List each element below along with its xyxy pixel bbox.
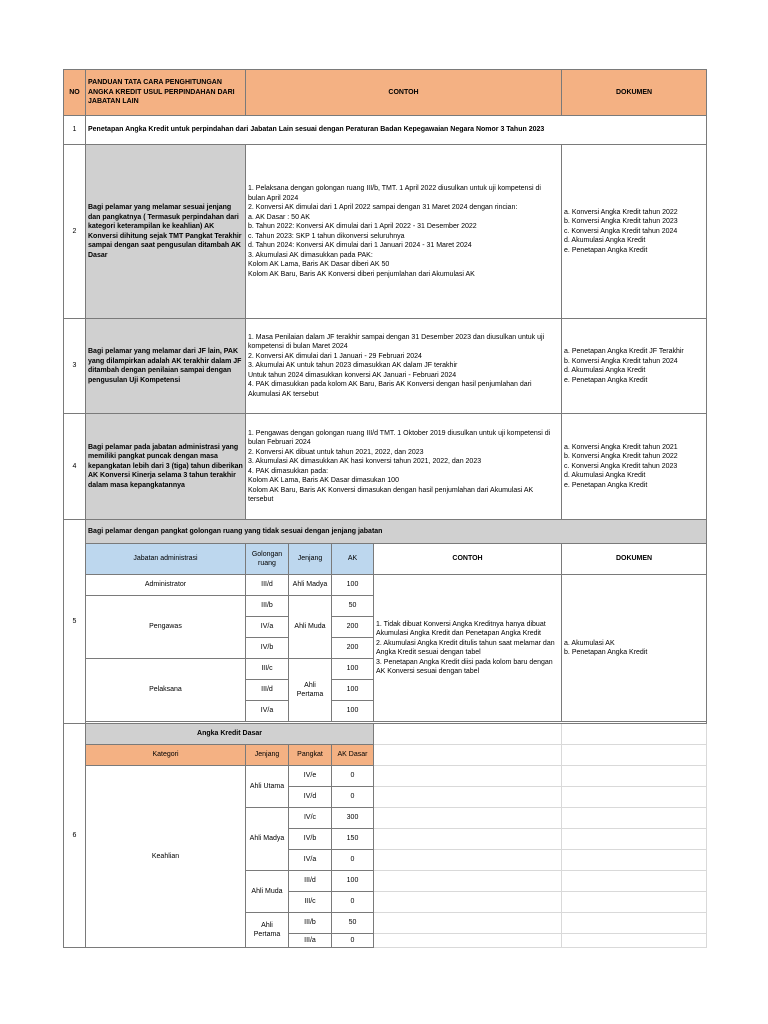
row-text: Penetapan Angka Kredit untuk perpindahan dari Jabatan Lain sesuai dengan Peraturan Badan Kepegawaian Negara Nomor 3 Tahun 2023 — [86, 116, 707, 145]
kategori-keahlian: Keahlian — [86, 766, 246, 948]
col-jenjang: Jenjang — [246, 745, 289, 766]
jenjang-cell: Ahli Muda — [289, 596, 332, 659]
row-panduan: Bagi pelamar pada jabatan administrasi yang memiliki pangkat puncak dengan masa kepangkatan lebih dari 3 (tiga) tahun diberikan AK Konversi Kinerja selama 3 tahun terakhir dalam masa kepangkatannya — [86, 414, 246, 520]
jabatan-pengawas: Pengawas — [86, 596, 246, 659]
empty-cell — [562, 892, 707, 913]
row-number: 5 — [64, 520, 86, 724]
col-pangkat: Pangkat — [289, 745, 332, 766]
ak-cell: 200 — [332, 638, 374, 659]
pangkat-cell: IV/a — [289, 850, 332, 871]
header-no: NO — [64, 70, 86, 116]
guide-table — [63, 69, 707, 948]
row5-contoh: 1. Tidak dibuat Konversi Angka Kreditnya hanya dibuat Akumulasi Angka Kredit dan Penetapan Angka Kredit 2. Akumulasi Angka Kredit ditulis tahun saat melamar dan Angka Kredit sesuai dengan tabel 3. Penetapan Angka Kredit diisi pada kolom baru dengan AK Konversi sesuai dengan tabel — [374, 575, 562, 722]
pangkat-cell: IV/d — [289, 787, 332, 808]
col-jenjang: Jenjang — [289, 544, 332, 575]
golongan-cell: III/d — [246, 575, 289, 596]
col-golongan: Golongan ruang — [246, 544, 289, 575]
row5-title-row — [64, 520, 707, 544]
jenjang-cell: Ahli Muda — [246, 871, 289, 913]
row5-header-row — [64, 544, 707, 575]
col-dokumen: DOKUMEN — [562, 544, 707, 575]
empty-cell — [374, 766, 562, 787]
ak-dasar-cell: 0 — [332, 766, 374, 787]
row-number: 3 — [64, 319, 86, 414]
golongan-cell: IV/b — [246, 638, 289, 659]
header-panduan: PANDUAN TATA CARA PENGHITUNGAN ANGKA KREDIT USUL PERPINDAHAN DARI JABATAN LAIN — [86, 70, 246, 116]
empty-cell — [562, 766, 707, 787]
row-contoh: 1. Pelaksana dengan golongan ruang III/b, TMT. 1 April 2022 diusulkan untuk uji kompetensi di bulan April 2024 2. Konversi AK dimulai dari 1 April 2022 sampai dengan 31 Maret 2024 dengan rincian: a. AK Dasar : 50 AK b. Tahun 2022: Konversi AK dimulai dari 1 April 2022 - 31 Desember 2022 c. Tahun 2023: SKP 1 tahun dikonversi seluruhnya d. Tahun 2024: Konversi AK dimulai dari 1 Januari 2024 - 31 Maret 2024 3. Akumulasi AK dimasukkan pada PAK: Kolom AK Lama, Baris AK Dasar diberi AK 50 Kolom AK Baru, Baris AK Konversi diberi penjumlahan dari Akumulasi AK — [246, 145, 562, 319]
empty-cell — [374, 808, 562, 829]
ak-cell: 50 — [332, 596, 374, 617]
golongan-cell: IV/a — [246, 617, 289, 638]
ak-cell: 100 — [332, 701, 374, 722]
pangkat-cell: III/a — [289, 934, 332, 948]
table-row — [64, 414, 707, 520]
col-jabatan: Jabatan administrasi — [86, 544, 246, 575]
pangkat-cell: III/d — [289, 871, 332, 892]
row-contoh: 1. Masa Penilaian dalam JF terakhir sampai dengan 31 Desember 2023 dan diusulkan untuk uji kompetensi di bulan Maret 2024 2. Konversi AK dimulai dari 1 Januari - 29 Februari 2024 3. Akumulai AK untuk tahun 2023 dimasukkan AK dalam JF terakhir Untuk tahun 2024 dimasukkan konversi AK Januari - Februari 2024 4. PAK dimasukkan pada kolom AK Baru, Baris AK Konversi dengan hasil penjumlahan dari Akumulasi AK tersebut — [246, 319, 562, 414]
pangkat-cell: IV/e — [289, 766, 332, 787]
header-row — [64, 70, 707, 116]
ak-cell: 100 — [332, 680, 374, 701]
spreadsheet — [63, 69, 706, 948]
empty-cell — [562, 913, 707, 934]
ak-dasar-cell: 150 — [332, 829, 374, 850]
empty-cell — [374, 787, 562, 808]
empty-cell — [562, 724, 707, 745]
empty-cell — [374, 934, 562, 948]
golongan-cell: III/b — [246, 596, 289, 617]
empty-cell — [374, 850, 562, 871]
ak-dasar-cell: 0 — [332, 787, 374, 808]
pangkat-cell: III/b — [289, 913, 332, 934]
ak-dasar-cell: 0 — [332, 892, 374, 913]
ak-dasar-cell: 0 — [332, 934, 374, 948]
jenjang-cell: Ahli Pertama — [289, 659, 332, 722]
empty-cell — [562, 850, 707, 871]
empty-cell — [374, 829, 562, 850]
empty-cell — [562, 745, 707, 766]
empty-cell — [374, 745, 562, 766]
col-contoh: CONTOH — [374, 544, 562, 575]
row-contoh: 1. Pengawas dengan golongan ruang III/d TMT. 1 Oktober 2019 diusulkan untuk uji kompetensi di bulan Februari 2024 2. Konversi AK dibuat untuk tahun 2021, 2022, dan 2023 3. Akumulasi AK dimasukkan AK hasi konversi tahun 2021, 2022, dan 2023 4. PAK dimasukkan pada: Kolom AK Lama, Baris AK Dasar dimasukan 100 Kolom AK Baru, Baris AK Konversi dimasukan dengan hasil penjumlahan dari Akumulasi AK tersebut — [246, 414, 562, 520]
pangkat-cell: III/c — [289, 892, 332, 913]
table-row — [64, 116, 707, 145]
empty-cell — [562, 787, 707, 808]
header-dokumen: DOKUMEN — [562, 70, 707, 116]
row-number: 6 — [64, 724, 86, 948]
empty-cell — [374, 871, 562, 892]
jabatan-administrator: Administrator — [86, 575, 246, 596]
jabatan-pelaksana: Pelaksana — [86, 659, 246, 722]
pangkat-cell: IV/c — [289, 808, 332, 829]
empty-cell — [374, 724, 562, 745]
ak-dasar-cell: 50 — [332, 913, 374, 934]
row6-title: Angka Kredit Dasar — [86, 724, 374, 745]
golongan-cell: III/d — [246, 680, 289, 701]
row6-header-row — [64, 745, 707, 766]
row-dokumen: a. Penetapan Angka Kredit JF Terakhir b. Konversi Angka Kredit tahun 2024 d. Akumulasi Angka Kredit e. Penetapan Angka Kredit — [562, 319, 707, 414]
ak-cell: 100 — [332, 575, 374, 596]
col-ak-dasar: AK Dasar — [332, 745, 374, 766]
empty-cell — [374, 913, 562, 934]
empty-cell — [374, 892, 562, 913]
table-row — [64, 766, 707, 787]
row5-dokumen: a. Akumulasi AK b. Penetapan Angka Kredit — [562, 575, 707, 722]
ak-cell: 200 — [332, 617, 374, 638]
table-row — [64, 145, 707, 319]
pangkat-cell: IV/b — [289, 829, 332, 850]
empty-cell — [562, 934, 707, 948]
ak-dasar-cell: 300 — [332, 808, 374, 829]
row6-title-row — [64, 724, 707, 745]
row-dokumen: a. Konversi Angka Kredit tahun 2022 b. Konversi Angka Kredit tahun 2023 c. Konversi Angka Kredit tahun 2024 d. Akumulasi Angka Kredit e. Penetapan Angka Kredit — [562, 145, 707, 319]
table-row — [64, 319, 707, 414]
row-panduan: Bagi pelamar yang melamar dari JF lain, PAK yang dilampirkan adalah AK terakhir dalam JF ditambah dengan penilaian sampai dengan pengusulan Uji Kompetensi — [86, 319, 246, 414]
jenjang-cell: Ahli Madya — [246, 808, 289, 871]
table-row — [64, 575, 707, 596]
jenjang-cell: Ahli Pertama — [246, 913, 289, 948]
row-number: 2 — [64, 145, 86, 319]
ak-dasar-cell: 100 — [332, 871, 374, 892]
row-dokumen: a. Konversi Angka Kredit tahun 2021 b. Konversi Angka Kredit tahun 2022 c. Konversi Angka Kredit tahun 2023 d. Akumulasi Angka Kredit e. Penetapan Angka Kredit — [562, 414, 707, 520]
ak-dasar-cell: 0 — [332, 850, 374, 871]
row-number: 4 — [64, 414, 86, 520]
col-kategori: Kategori — [86, 745, 246, 766]
ak-cell: 100 — [332, 659, 374, 680]
jenjang-cell: Ahli Madya — [289, 575, 332, 596]
header-contoh: CONTOH — [246, 70, 562, 116]
empty-cell — [562, 808, 707, 829]
jenjang-cell: Ahli Utama — [246, 766, 289, 808]
golongan-cell: III/c — [246, 659, 289, 680]
empty-cell — [562, 829, 707, 850]
row5-title: Bagi pelamar dengan pangkat golongan ruang yang tidak sesuai dengan jenjang jabatan — [86, 520, 707, 544]
row-number: 1 — [64, 116, 86, 145]
empty-cell — [562, 871, 707, 892]
col-ak: AK — [332, 544, 374, 575]
row-panduan: Bagi pelamar yang melamar sesuai jenjang dan pangkatnya ( Termasuk perpindahan dari kategori keterampilan ke keahlian) AK Konversi dihitung sejak TMT Pangkat Terakhir sampai dengan saat pengusulan ditambah AK Dasar — [86, 145, 246, 319]
golongan-cell: IV/a — [246, 701, 289, 722]
